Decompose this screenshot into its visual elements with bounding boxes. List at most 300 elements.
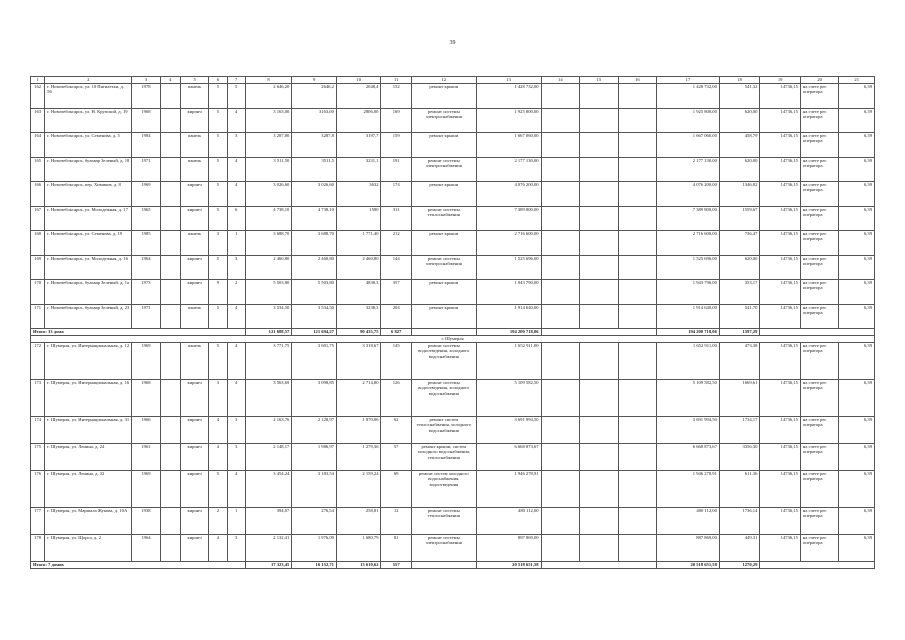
cell-area_res: 2 128,97 xyxy=(292,417,337,444)
cell-cost2: 3 691 994,50 xyxy=(657,417,720,444)
table-row xyxy=(31,471,875,508)
cell-c16 xyxy=(618,417,657,444)
cell-c15 xyxy=(580,133,619,158)
total-cost: 20 518 651,58 xyxy=(476,562,541,569)
cell-floors: 9 xyxy=(209,280,227,305)
cell-rate: 6,39 xyxy=(839,343,875,380)
cell-cost2: 1 428 732,00 xyxy=(657,84,720,109)
cell-works: ремонт систем теплоснабжения, холодного водоснабжения xyxy=(411,417,476,444)
cell-area_res: 3287,8 xyxy=(292,133,337,158)
cell-c4 xyxy=(160,84,180,109)
column-number-cell: 21 xyxy=(839,77,875,84)
column-number-cell: 8 xyxy=(245,77,292,84)
cell-unit: 1559,67 xyxy=(719,206,760,231)
cell-area_res: 3163,00 xyxy=(292,108,337,133)
table-row xyxy=(31,84,875,109)
cell-c15 xyxy=(580,108,619,133)
cell-area_res: 4 738,10 xyxy=(292,206,337,231)
cell-address: г. Шумерля, ул. Интернациональная, д. 16 xyxy=(45,380,132,417)
cell-wall: кирпич xyxy=(180,206,208,231)
cell-source: на счете рег. оператора xyxy=(800,471,839,508)
cell-unit: 353,17 xyxy=(719,280,760,305)
cell-area_res: 1 986,97 xyxy=(292,444,337,471)
cell-source: на счете рег. оператора xyxy=(800,206,839,231)
cell-n: 166 xyxy=(31,182,45,207)
cell-area_res2: 2 460,80 xyxy=(336,255,381,280)
cell-source: на счете рег. оператора xyxy=(800,508,839,535)
cell-rate: 6,39 xyxy=(839,133,875,158)
cell-area_res2: 2048,4 xyxy=(336,84,381,109)
cell-entr: 4 xyxy=(227,304,245,329)
cell-cost: 1 667 060,00 xyxy=(476,133,541,158)
cell-c15 xyxy=(580,535,619,562)
cell-area_res2: 2806,00 xyxy=(336,108,381,133)
cell-address: г. Новочебоксарск, бульвар Зеленый, д. 18 xyxy=(45,157,132,182)
cell-source: на счете рег. оператора xyxy=(800,182,839,207)
cell-c15 xyxy=(580,231,619,256)
column-number-cell: 12 xyxy=(411,77,476,84)
table-row xyxy=(31,231,875,256)
cell-limit: 14736,15 xyxy=(760,535,801,562)
cell-n: 165 xyxy=(31,157,45,182)
cell-unit: 620,00 xyxy=(719,108,760,133)
cell-c15 xyxy=(580,417,619,444)
cell-area_res: 2646,2 xyxy=(292,84,337,109)
total-row xyxy=(31,562,875,569)
cell-c14 xyxy=(541,471,580,508)
total-label: Итого: 7 домов xyxy=(31,562,246,569)
cell-c16 xyxy=(618,508,657,535)
cell-area_total: 3 563,69 xyxy=(245,380,292,417)
cell-area_total: 3 688,70 xyxy=(245,231,292,256)
cell-wall: кирпич xyxy=(180,108,208,133)
cell-wall: панель xyxy=(180,84,208,109)
cell-year: 1938 xyxy=(132,508,160,535)
cell-source: на счете рег. оператора xyxy=(800,108,839,133)
column-number-cell: 13 xyxy=(476,77,541,84)
cell-limit: 14736,15 xyxy=(760,255,801,280)
cell-rate: 6,39 xyxy=(839,108,875,133)
cell-n: 175 xyxy=(31,444,45,471)
cell-c4 xyxy=(160,380,180,417)
cell-unit: 611,36 xyxy=(719,471,760,508)
total-area-res2: 13 610,62 xyxy=(336,562,381,569)
cell-cost2: 1 925 800,00 xyxy=(657,108,720,133)
cell-rate: 6,39 xyxy=(839,535,875,562)
cell-n: 172 xyxy=(31,343,45,380)
column-number-cell: 11 xyxy=(381,77,411,84)
column-number-cell: 6 xyxy=(209,77,227,84)
cell-year: 1971 xyxy=(132,157,160,182)
cell-works: ремонт системы электроснабжения xyxy=(411,108,476,133)
cell-c14 xyxy=(541,84,580,109)
cell-area_total: 2 132,41 xyxy=(245,535,292,562)
cell-c4 xyxy=(160,133,180,158)
total-empty-cell xyxy=(411,329,476,336)
table-row xyxy=(31,133,875,158)
cell-rate: 6,39 xyxy=(839,182,875,207)
cell-year: 1971 xyxy=(132,304,160,329)
cell-rate: 6,39 xyxy=(839,380,875,417)
cell-limit: 14736,15 xyxy=(760,508,801,535)
cell-c15 xyxy=(580,304,619,329)
total-empty-cell xyxy=(541,329,657,336)
cell-address: г. Новочебоксарск, бульвар Зеленый, д. 23 xyxy=(45,304,132,329)
cell-area_res2: 3197,7 xyxy=(336,133,381,158)
cell-c16 xyxy=(618,231,657,256)
cell-works: ремонт систем холодного водоснабжения, водоотведения xyxy=(411,471,476,508)
cell-wall: кирпич xyxy=(180,417,208,444)
cell-c16 xyxy=(618,535,657,562)
total-empty-cell xyxy=(760,329,875,336)
cell-year: 1969 xyxy=(132,343,160,380)
cell-c4 xyxy=(160,280,180,305)
column-number-cell: 3 xyxy=(132,77,160,84)
column-number-cell: 19 xyxy=(760,77,801,84)
cell-c14 xyxy=(541,304,580,329)
cell-unit: 620,00 xyxy=(719,157,760,182)
cell-c4 xyxy=(160,417,180,444)
table-row xyxy=(31,280,875,305)
cell-source: на счете рег. оператора xyxy=(800,417,839,444)
cell-c14 xyxy=(541,182,580,207)
cell-area_total: 2 163,76 xyxy=(245,417,292,444)
cell-n: 170 xyxy=(31,280,45,305)
column-number-cell: 14 xyxy=(541,77,580,84)
cell-unit: 449,31 xyxy=(719,535,760,562)
cell-year: 1961 xyxy=(132,444,160,471)
cell-area_res2: 1 279,36 xyxy=(336,444,381,471)
cell-n: 167 xyxy=(31,206,45,231)
cell-cost2: 2 716 600,00 xyxy=(657,231,720,256)
cell-cost: 1 943 790,00 xyxy=(476,280,541,305)
cell-cost: 887 869,00 xyxy=(476,535,541,562)
cell-rate: 6,39 xyxy=(839,508,875,535)
column-number-cell: 10 xyxy=(336,77,381,84)
cell-area_res2: 4838,3 xyxy=(336,280,381,305)
column-number-cell: 15 xyxy=(580,77,619,84)
cell-entr: 4 xyxy=(227,471,245,508)
cell-c14 xyxy=(541,108,580,133)
cell-wall: кирпич xyxy=(180,444,208,471)
cell-people: 357 xyxy=(381,280,411,305)
cell-c14 xyxy=(541,417,580,444)
cell-area_res2: 3 318,67 xyxy=(336,343,381,380)
cell-c15 xyxy=(580,84,619,109)
cell-people: 144 xyxy=(381,255,411,280)
cell-floors: 5 xyxy=(209,471,227,508)
cell-wall: кирпич xyxy=(180,280,208,305)
cell-source: на счете рег. оператора xyxy=(800,231,839,256)
cell-rate: 6,39 xyxy=(839,417,875,444)
cell-cost: 7 389 800,00 xyxy=(476,206,541,231)
cell-source: на счете рег. оператора xyxy=(800,280,839,305)
cell-cost: 480 112,00 xyxy=(476,508,541,535)
cell-floors: 3 xyxy=(209,231,227,256)
cell-rate: 6,39 xyxy=(839,157,875,182)
cell-n: 168 xyxy=(31,231,45,256)
cell-cost: 2 716 600,00 xyxy=(476,231,541,256)
cell-source: на счете рег. оператора xyxy=(800,133,839,158)
cell-works: ремонт крыши, систем холодного водоснабжения, теплоснабжения xyxy=(411,444,476,471)
cell-c15 xyxy=(580,380,619,417)
cell-cost2: 6 668 873,67 xyxy=(657,444,720,471)
cell-works: ремонт системы электроснабжения xyxy=(411,535,476,562)
cell-area_total: 3 771,75 xyxy=(245,343,292,380)
cell-area_total: 2 460,80 xyxy=(245,255,292,280)
table-row xyxy=(31,343,875,380)
cell-c15 xyxy=(580,206,619,231)
table-row xyxy=(31,108,875,133)
total-area-total: 17 323,45 xyxy=(245,562,292,569)
cell-year: 1965 xyxy=(132,206,160,231)
cell-limit: 14736,15 xyxy=(760,157,801,182)
total-empty-cell xyxy=(411,562,476,569)
cell-cost: 3 691 994,50 xyxy=(476,417,541,444)
cell-area_res2: 1 680,79 xyxy=(336,535,381,562)
cell-address: г. Новочебоксарск, пер. Химиков, д. 8 xyxy=(45,182,132,207)
cell-entr: 2 xyxy=(227,280,245,305)
table-row xyxy=(31,535,875,562)
cell-area_res: 1 976,09 xyxy=(292,535,337,562)
cell-works: ремонт системы электроснабжения xyxy=(411,157,476,182)
cell-c16 xyxy=(618,280,657,305)
cell-works: ремонт крыши xyxy=(411,304,476,329)
cell-area_res2: 3632 xyxy=(336,182,381,207)
cell-cost2: 480 112,00 xyxy=(657,508,720,535)
cell-wall: панель xyxy=(180,157,208,182)
cell-rate: 6,39 xyxy=(839,255,875,280)
cell-c16 xyxy=(618,206,657,231)
cell-entr: 3 xyxy=(227,444,245,471)
cell-c4 xyxy=(160,157,180,182)
cell-n: 176 xyxy=(31,471,45,508)
cell-n: 163 xyxy=(31,108,45,133)
cell-area_res: 2 460,80 xyxy=(292,255,337,280)
cell-c4 xyxy=(160,182,180,207)
cell-area_res2: 3238,3 xyxy=(336,304,381,329)
cell-works: ремонт крыши xyxy=(411,231,476,256)
cell-unit: 1734,17 xyxy=(719,417,760,444)
cell-address: г. Новочебоксарск, ул. Семенова, д. 5 xyxy=(45,133,132,158)
total-empty-cell xyxy=(541,562,657,569)
total-unit: 1597,29 xyxy=(719,329,760,336)
cell-limit: 14736,15 xyxy=(760,231,801,256)
cell-people: 311 xyxy=(381,206,411,231)
cell-cost: 1 914 640,00 xyxy=(476,304,541,329)
table-row xyxy=(31,444,875,471)
cell-year: 1969 xyxy=(132,471,160,508)
cell-n: 174 xyxy=(31,417,45,444)
cell-floors: 5 xyxy=(209,255,227,280)
cell-limit: 14736,15 xyxy=(760,206,801,231)
cell-cost2: 5 109 582,50 xyxy=(657,380,720,417)
cell-cost2: 4 076 200,00 xyxy=(657,182,720,207)
cell-people: 152 xyxy=(381,84,411,109)
table-row xyxy=(31,206,875,231)
cell-cost: 1 946 278,91 xyxy=(476,471,541,508)
cell-unit: 3356,30 xyxy=(719,444,760,471)
cell-limit: 14736,15 xyxy=(760,108,801,133)
cell-entr: 4 xyxy=(227,182,245,207)
cell-n: 171 xyxy=(31,304,45,329)
cell-area_res: 3 026,60 xyxy=(292,182,337,207)
cell-wall: кирпич xyxy=(180,471,208,508)
cell-unit: 473,38 xyxy=(719,343,760,380)
cell-year: 1966 xyxy=(132,417,160,444)
cell-c16 xyxy=(618,304,657,329)
column-number-cell: 7 xyxy=(227,77,245,84)
cell-works: ремонт крыши xyxy=(411,84,476,109)
cell-c16 xyxy=(618,108,657,133)
cell-floors: 3 xyxy=(209,380,227,417)
cell-address: г. Шумерля, ул. Интернациональная, д. 12 xyxy=(45,343,132,380)
cell-wall: панель xyxy=(180,133,208,158)
cell-people: 12 xyxy=(381,508,411,535)
cell-c16 xyxy=(618,133,657,158)
cell-people: 57 xyxy=(381,444,411,471)
cell-wall: панель xyxy=(180,304,208,329)
cell-limit: 14736,15 xyxy=(760,133,801,158)
cell-c4 xyxy=(160,231,180,256)
cell-cost2: 1 652 911,00 xyxy=(657,343,720,380)
cell-floors: 4 xyxy=(209,444,227,471)
cell-entr: 4 xyxy=(227,157,245,182)
cell-unit: 620,00 xyxy=(719,255,760,280)
cell-rate: 6,39 xyxy=(839,304,875,329)
cell-cost2: 2 177 130,00 xyxy=(657,157,720,182)
cell-address: г. Шумерля, ул. Ленина, д. 32 xyxy=(45,471,132,508)
cell-n: 164 xyxy=(31,133,45,158)
cell-address: г. Новочебоксарск, бульвар Зеленый, д. 1а xyxy=(45,280,132,305)
cell-floors: 4 xyxy=(209,535,227,562)
cell-address: г. Шумерля, ул. Щорса, д. 2 xyxy=(45,535,132,562)
cell-area_total: 394,07 xyxy=(245,508,292,535)
cell-rate: 6,39 xyxy=(839,280,875,305)
cell-floors: 5 xyxy=(209,206,227,231)
cell-wall: кирпич xyxy=(180,182,208,207)
cell-people: 174 xyxy=(381,182,411,207)
cell-year: 1968 xyxy=(132,380,160,417)
column-number-cell: 2 xyxy=(45,77,132,84)
total-row xyxy=(31,329,875,336)
cell-area_res2: 1580 xyxy=(336,206,381,231)
cell-area_total: 4 738,10 xyxy=(245,206,292,231)
cell-limit: 14736,15 xyxy=(760,380,801,417)
cell-limit: 14736,15 xyxy=(760,280,801,305)
cell-c14 xyxy=(541,255,580,280)
cell-year: 1984 xyxy=(132,133,160,158)
cell-address: г. Шумерля, ул. Маршала Жукова, д. 10А xyxy=(45,508,132,535)
table-row xyxy=(31,508,875,535)
cell-wall: панель xyxy=(180,231,208,256)
cell-area_total: 3 534,50 xyxy=(245,304,292,329)
cell-c16 xyxy=(618,157,657,182)
table-row xyxy=(31,304,875,329)
cell-people: 69 xyxy=(381,471,411,508)
cell-unit: 1669,61 xyxy=(719,380,760,417)
cell-year: 1973 xyxy=(132,280,160,305)
cell-people: 191 xyxy=(381,157,411,182)
cell-c4 xyxy=(160,255,180,280)
cell-address: г. Новочебоксарск, ул. 10 Пятилетки, д. 56 xyxy=(45,84,132,109)
table-row xyxy=(31,255,875,280)
cell-unit: 458,79 xyxy=(719,133,760,158)
cell-area_res2: 1 771,40 xyxy=(336,231,381,256)
cell-c16 xyxy=(618,182,657,207)
cell-c4 xyxy=(160,444,180,471)
cell-c15 xyxy=(580,157,619,182)
cell-unit: 1736,14 xyxy=(719,508,760,535)
cell-unit: 541,70 xyxy=(719,304,760,329)
cell-entr: 4 xyxy=(227,380,245,417)
cell-unit: 736,47 xyxy=(719,231,760,256)
cell-floors: 5 xyxy=(209,304,227,329)
cell-c14 xyxy=(541,157,580,182)
column-number-cell: 17 xyxy=(657,77,720,84)
column-number-cell: 18 xyxy=(719,77,760,84)
cell-cost: 6 668 873,67 xyxy=(476,444,541,471)
total-cost2: 20 518 651,58 xyxy=(657,562,720,569)
cell-rate: 6,39 xyxy=(839,444,875,471)
cell-year: 1985 xyxy=(132,231,160,256)
cell-c14 xyxy=(541,133,580,158)
cell-unit: 541,32 xyxy=(719,84,760,109)
cell-entr: 1 xyxy=(227,508,245,535)
cell-works: ремонт системы теплоснабжения xyxy=(411,508,476,535)
cell-works: ремонт крыши xyxy=(411,280,476,305)
cell-area_res: 3511,5 xyxy=(292,157,337,182)
cell-c14 xyxy=(541,343,580,380)
cell-wall: кирпич xyxy=(180,535,208,562)
cell-address: г. Новочебоксарск, ул. Молодежная, д. 16 xyxy=(45,255,132,280)
cell-c15 xyxy=(580,471,619,508)
cell-area_res: 3 534,50 xyxy=(292,304,337,329)
cell-cost2: 1 946 278,91 xyxy=(657,471,720,508)
cell-rate: 6,39 xyxy=(839,231,875,256)
cell-c16 xyxy=(618,444,657,471)
cell-area_res2: 2 159,24 xyxy=(336,471,381,508)
cell-area_total: 3 511,50 xyxy=(245,157,292,182)
cell-people: 62 xyxy=(381,417,411,444)
cell-area_total: 3 454,24 xyxy=(245,471,292,508)
cell-wall: кирпич xyxy=(180,508,208,535)
cell-c14 xyxy=(541,444,580,471)
cell-cost: 1 925 800,00 xyxy=(476,108,541,133)
cell-people: 81 xyxy=(381,535,411,562)
cell-rate: 6,39 xyxy=(839,84,875,109)
cell-area_res: 3 183,54 xyxy=(292,471,337,508)
cell-c15 xyxy=(580,444,619,471)
table-row xyxy=(31,182,875,207)
cell-c4 xyxy=(160,471,180,508)
cell-limit: 14736,15 xyxy=(760,444,801,471)
cell-floors: 5 xyxy=(209,182,227,207)
cell-entr: 3 xyxy=(227,255,245,280)
cell-people: 126 xyxy=(381,380,411,417)
cell-c15 xyxy=(580,508,619,535)
cell-rate: 6,39 xyxy=(839,206,875,231)
cell-works: ремонт системы водоотведения, холодного водоснабжения xyxy=(411,343,476,380)
cell-area_res2: 1 870,06 xyxy=(336,417,381,444)
cell-c16 xyxy=(618,255,657,280)
cell-wall: панель xyxy=(180,343,208,380)
total-cost: 194 200 718,06 xyxy=(476,329,541,336)
cell-works: ремонт крыши xyxy=(411,182,476,207)
cell-c4 xyxy=(160,535,180,562)
cell-area_res: 3 688,70 xyxy=(292,231,337,256)
cell-c4 xyxy=(160,343,180,380)
